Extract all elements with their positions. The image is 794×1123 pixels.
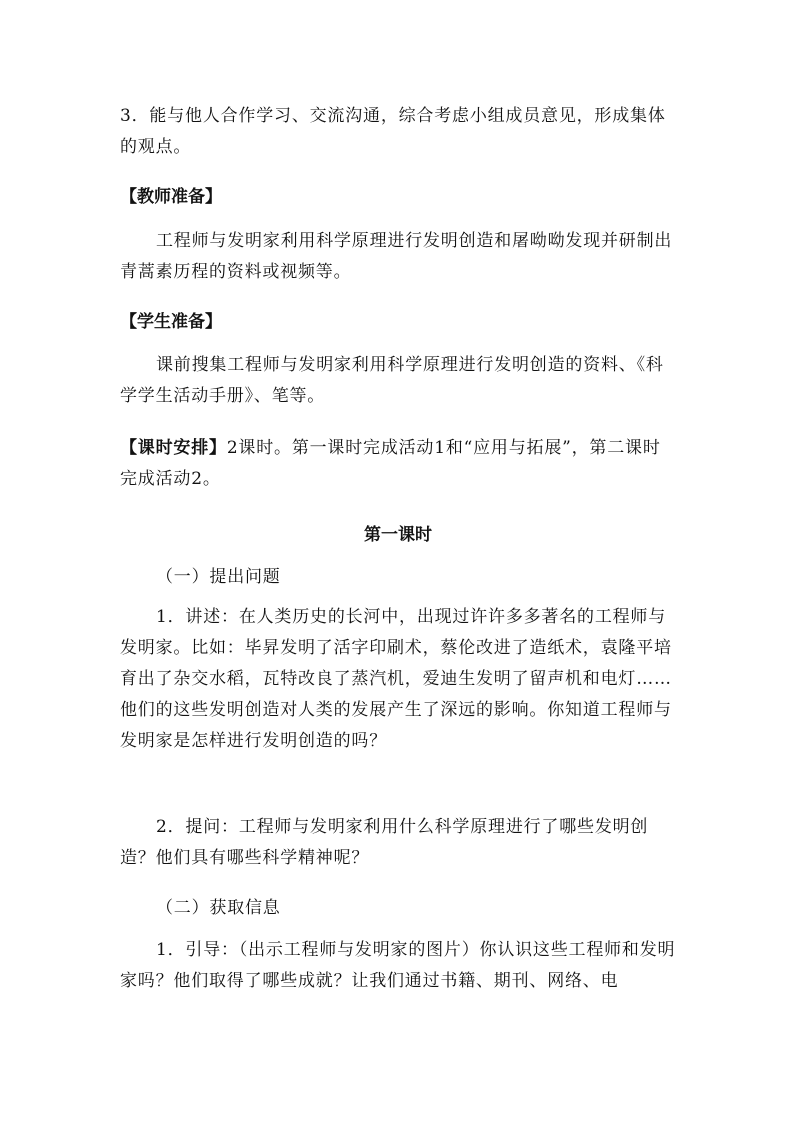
section-2-item-1: 1．引导：（出示工程师与发明家的图片）你认识这些工程师和发明家吗？他们取得了哪些成就？让我们通过书籍、期刊、网络、电 — [120, 940, 676, 991]
paragraph-item-3: 3．能与他人合作学习、交流沟通，综合考虑小组成员意见，形成集体的观点。 — [120, 106, 666, 157]
schedule-label: 【课时安排】 — [120, 438, 227, 458]
section-1-heading: （一）提出问题 — [156, 567, 281, 587]
schedule-paragraph — [120, 433, 676, 495]
section-1-item-2: 2．提问：工程师与发明家利用什么科学原理进行了哪些发明创造？他们具有哪些科学精神呢？ — [120, 817, 649, 868]
student-prep-heading: 【学生准备】 — [120, 312, 222, 332]
section-2-heading: （二）获取信息 — [156, 898, 281, 918]
lesson-1-title: 第一课时 — [364, 525, 432, 545]
section-1-item-1: 1．讲述：在人类历史的长河中，出现过许许多多著名的工程师与发明家。比如：毕昇发明了活字印刷术，蔡伦改进了造纸术，袁隆平培育出了杂交水稻，瓦特改良了蒸汽机，爱迪生发明了留声机和电灯……他们的这些发明创造对人类的发展产生了深远的影响。你知道工程师与发明家是怎样进行发明创造的吗？ — [120, 607, 672, 751]
student-prep-text: 课前搜集工程师与发明家利用科学原理进行发明创造的资料、《科学学生活动手册》、笔等。 — [120, 355, 664, 406]
teacher-prep-text: 工程师与发明家利用科学原理进行发明创造和屠呦呦发现并研制出青蒿素历程的资料或视频等。 — [120, 231, 673, 282]
teacher-prep-heading: 【教师准备】 — [120, 187, 222, 207]
schedule-text: 2课时。第一课时完成活动1和“应用与拓展”，第二课时完成活动2。 — [120, 438, 661, 489]
